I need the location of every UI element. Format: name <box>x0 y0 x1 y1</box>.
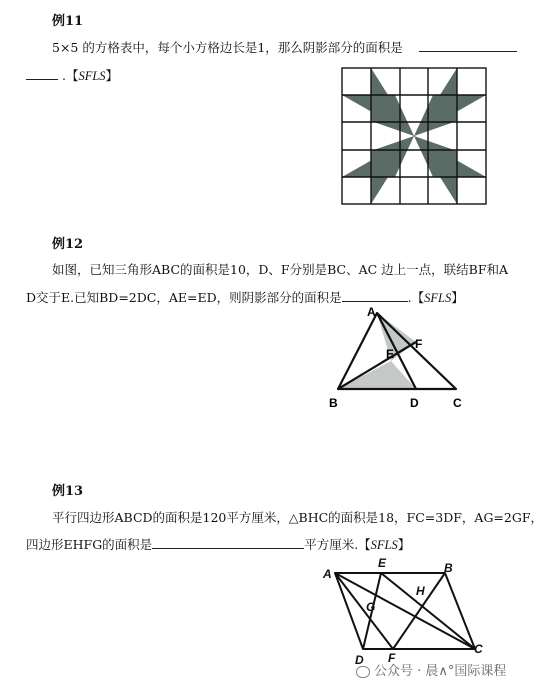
source-tag: SFLS <box>78 69 106 83</box>
bracket-close: 】 <box>105 68 119 83</box>
example-12-question-line1: 如图，已知三角形ABC的面积是10，D、F分别是BC、AC 边上一点，联结BF和A <box>52 262 509 277</box>
segment-ac <box>335 573 475 649</box>
watermark <box>356 660 506 679</box>
wechat-icon <box>356 666 370 678</box>
bracket-close: 】 <box>451 290 464 305</box>
label-e: E <box>378 556 387 570</box>
example-11-text: 5×5 的方格表中，每个小方格边长是1，那么阴影部分的面积是 <box>52 40 403 55</box>
label-b: B <box>444 561 453 575</box>
example-11-question-line2 <box>26 66 118 84</box>
source-tag: SFLS <box>370 538 398 552</box>
label-d: D <box>410 396 419 410</box>
triangle-figure <box>325 303 475 413</box>
shaded-triangle <box>371 136 414 204</box>
example-12-title: 例12 <box>52 237 84 252</box>
answer-blank <box>419 39 517 52</box>
example-13-question-line1: 平行四边形ABCD的面积是120平方厘米，△BHC的面积是18，FC=3DF，AG=2GF， <box>52 510 544 525</box>
example-13-title: 例13 <box>52 484 84 499</box>
segment-af <box>335 573 393 649</box>
answer-blank-continued <box>26 67 58 80</box>
watermark-text: 公众号 · 晨∧°国际课程 <box>374 664 507 679</box>
answer-blank <box>152 536 304 549</box>
label-b: B <box>329 396 338 410</box>
label-h: H <box>416 584 425 598</box>
shaded-triangle <box>371 68 414 136</box>
label-c: C <box>474 642 483 656</box>
label-f: F <box>388 651 396 665</box>
bracket-close: 】 <box>397 537 411 552</box>
shaded-triangle <box>414 136 457 204</box>
label-d: D <box>355 653 364 667</box>
example-11-question-line1 <box>52 38 517 56</box>
grid-figure <box>340 66 488 206</box>
label-a: A <box>367 305 376 319</box>
label-g: G <box>366 600 376 614</box>
shaded-triangle <box>414 68 457 136</box>
example-13-tail: 平方厘米.【 <box>304 537 371 552</box>
label-a: A <box>323 567 332 581</box>
label-c: C <box>453 396 462 410</box>
example-13-question-line2 <box>26 535 410 553</box>
label-f: F <box>415 337 423 351</box>
answer-blank <box>342 289 408 302</box>
source-tag: SFLS <box>424 291 452 305</box>
label-e: E <box>386 347 395 361</box>
parallelogram-figure <box>318 556 490 672</box>
example-12-text: D交于E.已知BD=2DC，AE=ED，则阴影部分的面积是 <box>26 290 342 305</box>
example-11-title: 例11 <box>52 14 84 29</box>
example-11-tail: .【 <box>61 68 79 83</box>
example-13-text: 四边形EHFG的面积是 <box>26 537 153 552</box>
example-12-tail: .【 <box>407 290 425 305</box>
